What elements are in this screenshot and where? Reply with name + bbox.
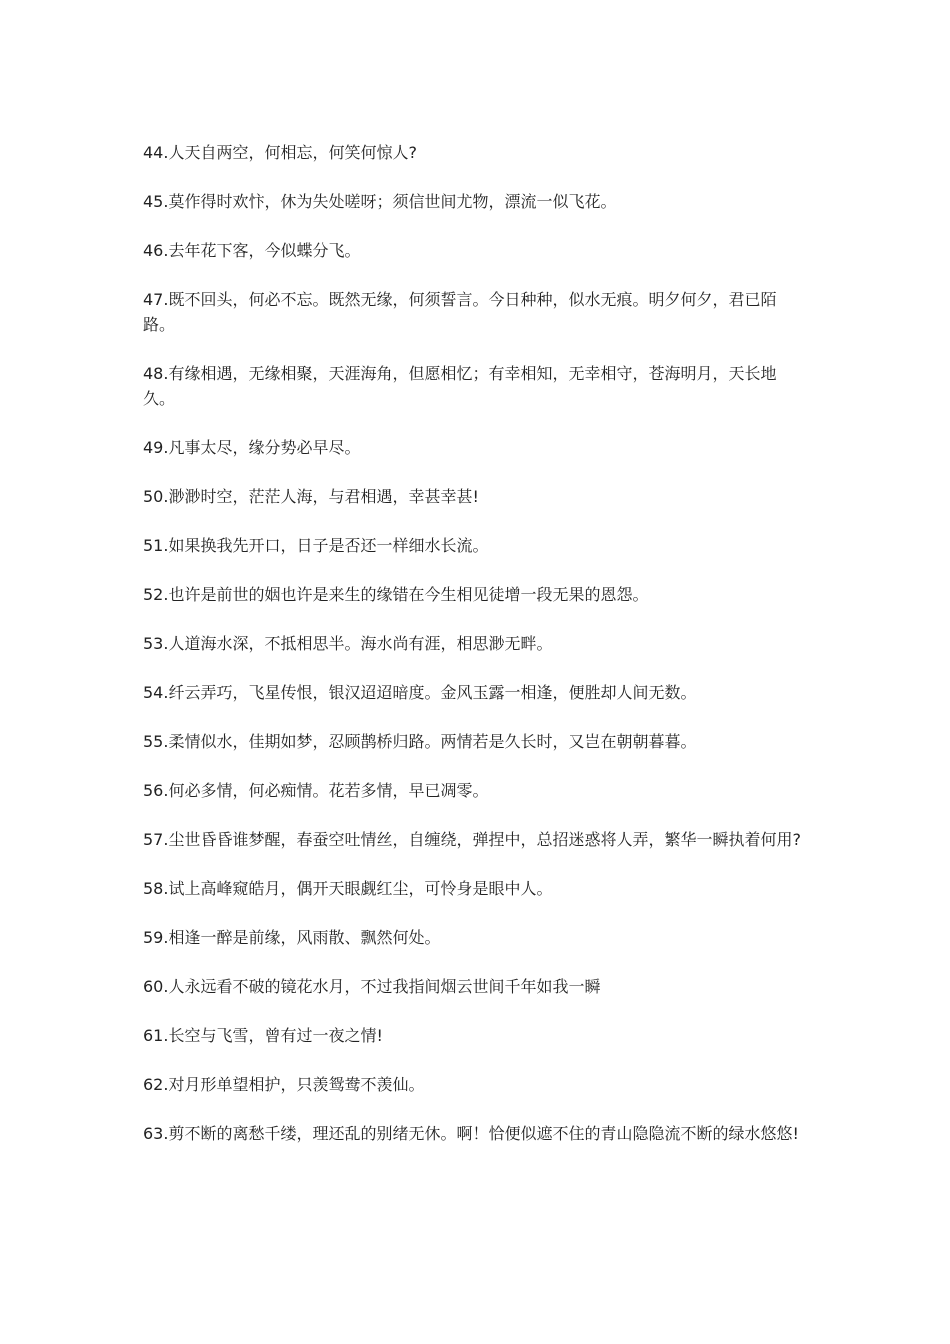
- paragraph-59: 59.相逢一醉是前缘，风雨散、飘然何处。: [143, 928, 441, 947]
- paragraph-56: 56.何必多情，何必痴情。花若多情，早已凋零。: [143, 781, 489, 800]
- paragraph-58: 58.试上高峰窥皓月，偶开天眼觑红尘，可怜身是眼中人。: [143, 879, 553, 898]
- paragraph-62: 62.对月形单望相护，只羡鸳鸯不羡仙。: [143, 1075, 425, 1094]
- paragraph-45: 45.莫作得时欢忭，休为失处嗟呀；须信世间尤物，漂流一似飞花。: [143, 192, 617, 211]
- paragraph-61: 61.长空与飞雪，曾有过一夜之情!: [143, 1026, 383, 1045]
- paragraph-47: 47.既不回头，何必不忘。既然无缘，何须誓言。今日种种，似水无痕。明夕何夕，君已陌路。: [143, 290, 777, 334]
- paragraph-50: 50.渺渺时空，茫茫人海，与君相遇，幸甚幸甚!: [143, 487, 479, 506]
- paragraph-52: 52.也许是前世的姻也许是来生的缘错在今生相见徒增一段无果的恩怨。: [143, 585, 649, 604]
- document-body: [143, 140, 807, 1170]
- paragraph-49: 49.凡事太尽，缘分势必早尽。: [143, 438, 361, 457]
- paragraph-46: 46.去年花下客，今似蝶分飞。: [143, 241, 361, 260]
- paragraph-60: 60.人永远看不破的镜花水月，不过我指间烟云世间千年如我一瞬: [143, 977, 601, 996]
- paragraph-54: 54.纤云弄巧，飞星传恨，银汉迢迢暗度。金风玉露一相逢，便胜却人间无数。: [143, 683, 697, 702]
- paragraph-44: 44.人天自两空，何相忘，何笑何惊人?: [143, 143, 417, 162]
- paragraph-63: 63.剪不断的离愁千缕，理还乱的别绪无休。啊！恰便似遮不住的青山隐隐流不断的绿水悠悠!: [143, 1124, 799, 1143]
- paragraph-55: 55.柔情似水，佳期如梦，忍顾鹊桥归路。两情若是久长时，又岂在朝朝暮暮。: [143, 732, 697, 751]
- paragraph-48: 48.有缘相遇，无缘相聚，天涯海角，但愿相忆；有幸相知，无幸相守，苍海明月，天长地久。: [143, 364, 777, 408]
- paragraph-53: 53.人道海水深，不抵相思半。海水尚有涯，相思渺无畔。: [143, 634, 553, 653]
- paragraph-51: 51.如果换我先开口，日子是否还一样细水长流。: [143, 536, 489, 555]
- paragraph-57: 57.尘世昏昏谁梦醒，春蚕空吐情丝，自缠绕，弹捏中，总招迷惑将人弄，繁华一瞬执着何用?: [143, 830, 801, 849]
